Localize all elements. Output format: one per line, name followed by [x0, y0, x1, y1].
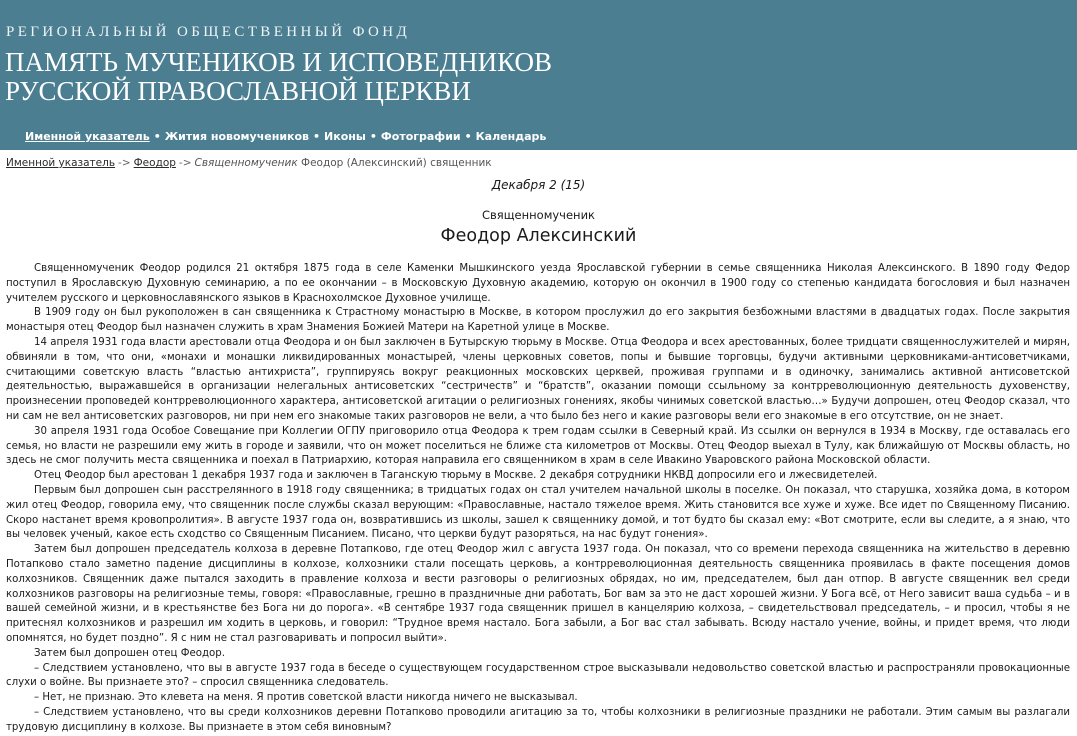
nav-separator: •	[313, 130, 321, 143]
paragraph: 30 апреля 1931 года Особое Совещание при Коллегии ОГПУ приговорило отца Феодора к трем годам ссылки в Северный край. Из ссылки он вернулся в 1934 в Москву, где оставалась его семья, но власти не разрешили ему жить в городе и заявили, что он может поселиться не ближе ста километров от Москвы. Отец Феодор выехал в Тулу, как ближайшую от Москвы область, но здесь не смог получить места священника и поехал в Патриархию, которая направила его священником в храм в селе Ивакино Уваровского района Московской области.	[6, 425, 1070, 467]
paragraph: – Нет, не признаю. Это клевета на меня. Я против советской власти никогда ничего не высказывал.	[34, 692, 578, 704]
site-header	[0, 0, 1077, 150]
main-nav	[25, 130, 546, 143]
paragraph: Отец Феодор был арестован 1 декабря 1937 года и заключен в Таганскую тюрьму в Москве. 2 декабря сотрудники НКВД допросили его и лжесвидетелей.	[34, 470, 878, 482]
paragraph: 14 апреля 1931 года власти арестовали отца Феодора и он был заключен в Бутырскую тюрьму в Москве. Отца Феодора и всех арестованных, более тридцати священнослужителей и мирян, обвиняли в том, что они, «монахи и монашки ликвидированных монастырей, члены церковных советов, попы и бывшие торговцы, будучи активными церковниками-антисоветчиками, считающими советскую власть “властью антихриста”, группируясь вокруг реакционных московских церквей, проживая группами и в одиночку, занимались активной антисоветской деятельностью, выражавшейся в организации нелегальных антисоветских “сестричеств” и “братств”, оказании помощи ссыльному за контрреволюционную деятельность духовенству, произнесении проповедей контрреволюционного характера, антисоветской агитации о религиозных гонениях, якобы чинимых советской властью…» Будучи допрошен, отец Феодор сказал, что ни сам не вел антисоветских разговоров, ни при нем его знакомые таких разговоров не вели, а что было без него и какие разговоры вели его знакомые в его отсутствие, он не знает.	[6, 336, 1070, 422]
breadcrumb	[6, 157, 492, 169]
saint-rank: Священномученик	[482, 208, 595, 222]
breadcrumb-feodor[interactable]: Феодор	[133, 157, 176, 169]
site-title-line-2: РУССКОЙ ПРАВОСЛАВНОЙ ЦЕРКВИ	[5, 76, 471, 106]
paragraph: – Следствием установлено, что вы в августе 1937 года в беседе о существующем государственном строе высказывали недовольство советской властью и распространяли провокационные слухи о войне. Вы признаете это? – спросил священника следователь.	[6, 662, 1070, 689]
paragraph: В 1909 году он был рукоположен в сан священника к Страстному монастырю в Москве, в котором прослужил до его закрытия безбожными властями в двадцатых годах. После закрытия монастыря отец Феодор был назначен служить в храм Знамения Божией Матери на Каретной улице в Москве.	[6, 307, 1070, 334]
paragraph: Затем был допрошен председатель колхоза в деревне Потапково, где отец Феодор жил с августа 1937 года. Он показал, что со времени перехода священника на жительство в деревню Потапково стало заметно падение дисциплины в колхозе, колхозники стали посещать церковь, а контрреволюционная деятельность священника проявилась в факте посещения домов колхозников. Священник даже пытался заходить в правление колхоза и вести разговоры о религиозных обрядах, но им, председателем, был дан отпор. В августе священник вел среди колхозников разговоры на религиозные темы, говоря: «Православные, грешно в праздничные дни работать, Бог вам за это не даст хорошей жизни. У Бога всё, от Него зависит ваша судьба – и в вашей семейной жизни, и в крестьянстве без Бога ни до порога». «В сентябре 1937 года священник пришел в канцелярию колхоза, – свидетельствовал председатель, – и просил, чтобы я не притеснял колхозников и разрешил им ходить в церковь, и говорил: “Трудное время настало. Бога забыли, а Бог вас стал забывать. Всюду настало учение, войны, и придет время, что люди опомнятся, но будет поздно”. Я с ним не стал разговаривать и попросил выйти».	[6, 544, 1070, 644]
nav-name-index[interactable]: Именной указатель	[25, 130, 150, 143]
breadcrumb-current-name: Феодор (Алексинский) священник	[297, 157, 492, 169]
nav-separator: •	[153, 130, 161, 143]
site-title[interactable]	[5, 48, 552, 106]
breadcrumb-arrow: ->	[178, 157, 192, 169]
paragraph: – Следствием установлено, что вы среди колхозников деревни Потапково проводили агитацию за то, чтобы колхозники в религиозные праздники не работали. Этим самым вы разлагали трудовую дисциплину в колхозе. Вы признаете в этом себя виновным?	[6, 706, 1070, 733]
nav-photos[interactable]: Фотографии	[380, 130, 461, 143]
breadcrumb-arrow: ->	[118, 157, 131, 169]
breadcrumb-current-rank: Священномученик	[194, 157, 298, 169]
paragraph: Священномученик Феодор родился 21 октября 1875 года в селе Каменки Мышкинского уезда Ярославской губернии в семье священника Николая Алексинского. В 1890 году Федор поступил в Ярославскую Духовную семинарию, а по ее окончании – в Московскую Духовную академию, которую он окончил в 1900 году со степенью кандидата богословия и был назначен учителем русского и церковнославянского языков в Краснохолмское Духовное училище.	[6, 263, 1070, 304]
paragraph: Затем был допрошен отец Феодор.	[34, 647, 225, 659]
nav-lives[interactable]: Жития новомучеников	[164, 130, 310, 143]
nav-calendar[interactable]: Календарь	[475, 130, 547, 143]
breadcrumb-name-index[interactable]: Именной указатель	[6, 157, 116, 169]
organization-name: РЕГИОНАЛЬНЫЙ ОБЩЕСТВЕННЫЙ ФОНД	[6, 24, 411, 40]
saint-name: Феодор Алексинский	[440, 226, 637, 246]
nav-separator: •	[464, 130, 472, 143]
paragraph: Первым был допрошен сын расстрелянного в 1918 году священника; в тридцатых годах он стал учителем начальной школы в поселке. Он показал, что старушка, хозяйка дома, в котором жил отец Феодор, говорила ему, что священник после службы сказал верующим: «Православные, настало тяжелое время. Жить становится все хуже и хуже. Все идет по Священному Писанию. Скоро настанет время кровопролития». В августе 1937 года он, возвратившись из школы, зашел к священнику домой, и тот будто бы сказал ему: «Вот смотрите, если вы следите, а я знаю, что вы человек ученый, какое есть сходство со Священным Писанием. Писано, что церкви будут разоряться, на нас будут гонения».	[6, 484, 1070, 541]
feast-date: Декабря 2 (15)	[491, 178, 586, 192]
nav-separator: •	[369, 130, 377, 143]
nav-icons[interactable]: Иконы	[324, 130, 366, 143]
biography-text	[6, 262, 1070, 736]
site-title-line-1: ПАМЯТЬ МУЧЕНИКОВ И ИСПОВЕДНИКОВ	[5, 47, 553, 77]
